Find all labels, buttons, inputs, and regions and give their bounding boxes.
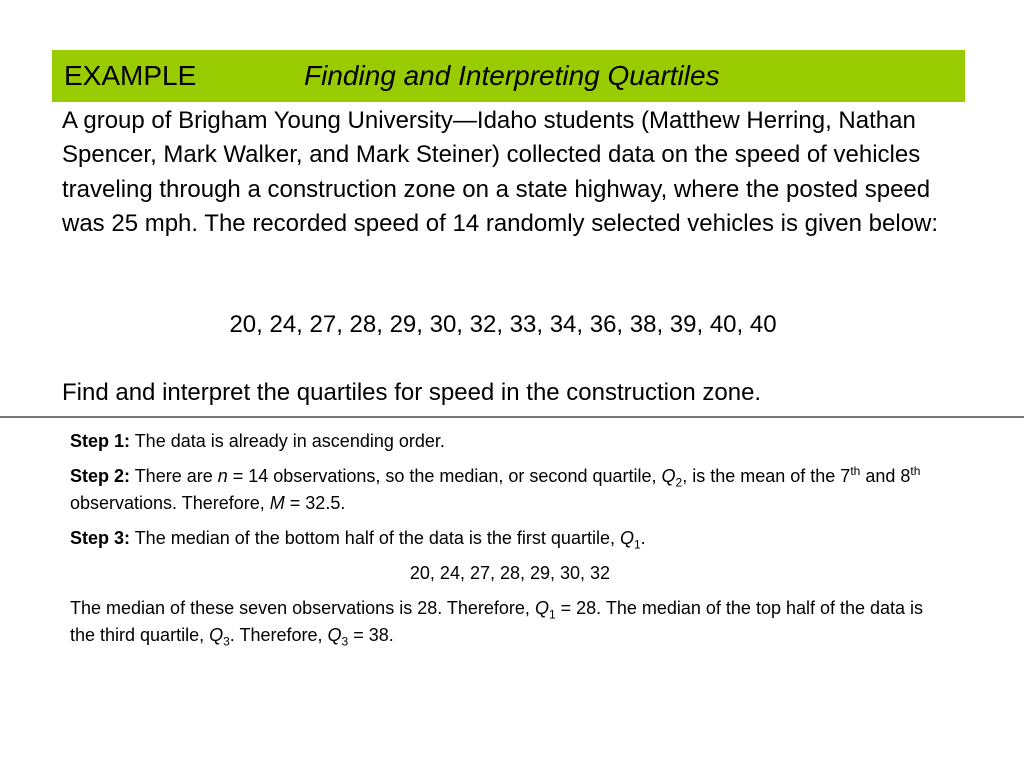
speed-data-values: 20, 24, 27, 28, 29, 30, 32, 33, 34, 36, 38, 39, 40, 40	[229, 311, 777, 338]
step-3	[70, 525, 950, 552]
subscript-1-result: 1	[548, 607, 556, 622]
step-2-label: Step 2:	[70, 466, 131, 486]
step-1-label: Step 1:	[70, 431, 131, 451]
conclusion-text-b: = 28. The median of the top half of the data is the third quartile,	[70, 598, 924, 645]
conclusion-text-c: . Therefore,	[229, 625, 328, 645]
step-2-text-c: , is the mean of the 7	[682, 466, 851, 486]
step-2-text-a: There are	[130, 466, 218, 486]
variable-q1-result: Q	[534, 598, 549, 618]
conclusion-text-a: The median of these seven observations is 28. Therefore,	[70, 598, 535, 618]
variable-q1: Q	[619, 528, 634, 548]
conclusion-text-d: = 38.	[348, 625, 394, 645]
step-2-text-f: = 32.5.	[284, 493, 346, 513]
variable-q3-result: Q	[327, 625, 342, 645]
ordinal-suffix-7th: th	[850, 464, 861, 478]
problem-question: Find and interpret the quartiles for speed in the construction zone.	[62, 379, 762, 406]
title-banner	[52, 50, 965, 102]
slide-title: Finding and Interpreting Quartiles	[304, 60, 720, 91]
step-3-label: Step 3:	[70, 528, 131, 548]
step-3-text-a: The median of the bottom half of the data is the first quartile,	[130, 528, 620, 548]
subscript-3-result: 3	[341, 634, 349, 649]
subscript-2: 2	[675, 475, 683, 490]
bottom-half-values: 20, 24, 27, 28, 29, 30, 32	[409, 563, 611, 583]
subscript-1: 1	[633, 537, 641, 552]
solution-steps	[70, 428, 950, 649]
conclusion	[70, 595, 950, 649]
variable-q2: Q	[661, 466, 676, 486]
section-divider	[0, 416, 1024, 418]
step-2-text-e: observations. Therefore,	[70, 493, 270, 513]
variable-q3: Q	[209, 625, 224, 645]
variable-m: M	[269, 493, 285, 513]
variable-n: n	[217, 466, 228, 486]
step-3-text-b: .	[640, 528, 646, 548]
step-2-text-d: and 8	[860, 466, 911, 486]
step-1	[70, 428, 950, 455]
example-tag: EXAMPLE	[64, 60, 197, 91]
subscript-3: 3	[223, 634, 230, 649]
problem-intro: A group of Brigham Young University—Idaho students (Matthew Herring, Nathan Spencer, Mark Walker, and Mark Steiner) collected data on the speed of vehicles traveling through a construction zone on a state highway, where the posted speed was 25 mph. The recorded speed of 14 randomly selected vehicles is given below:	[62, 107, 939, 238]
step-2	[70, 463, 950, 517]
step-2-text-b: = 14 observations, so the median, or second quartile,	[227, 466, 662, 486]
step-1-text: The data is already in ascending order.	[130, 431, 445, 451]
ordinal-suffix-8th: th	[910, 464, 921, 478]
